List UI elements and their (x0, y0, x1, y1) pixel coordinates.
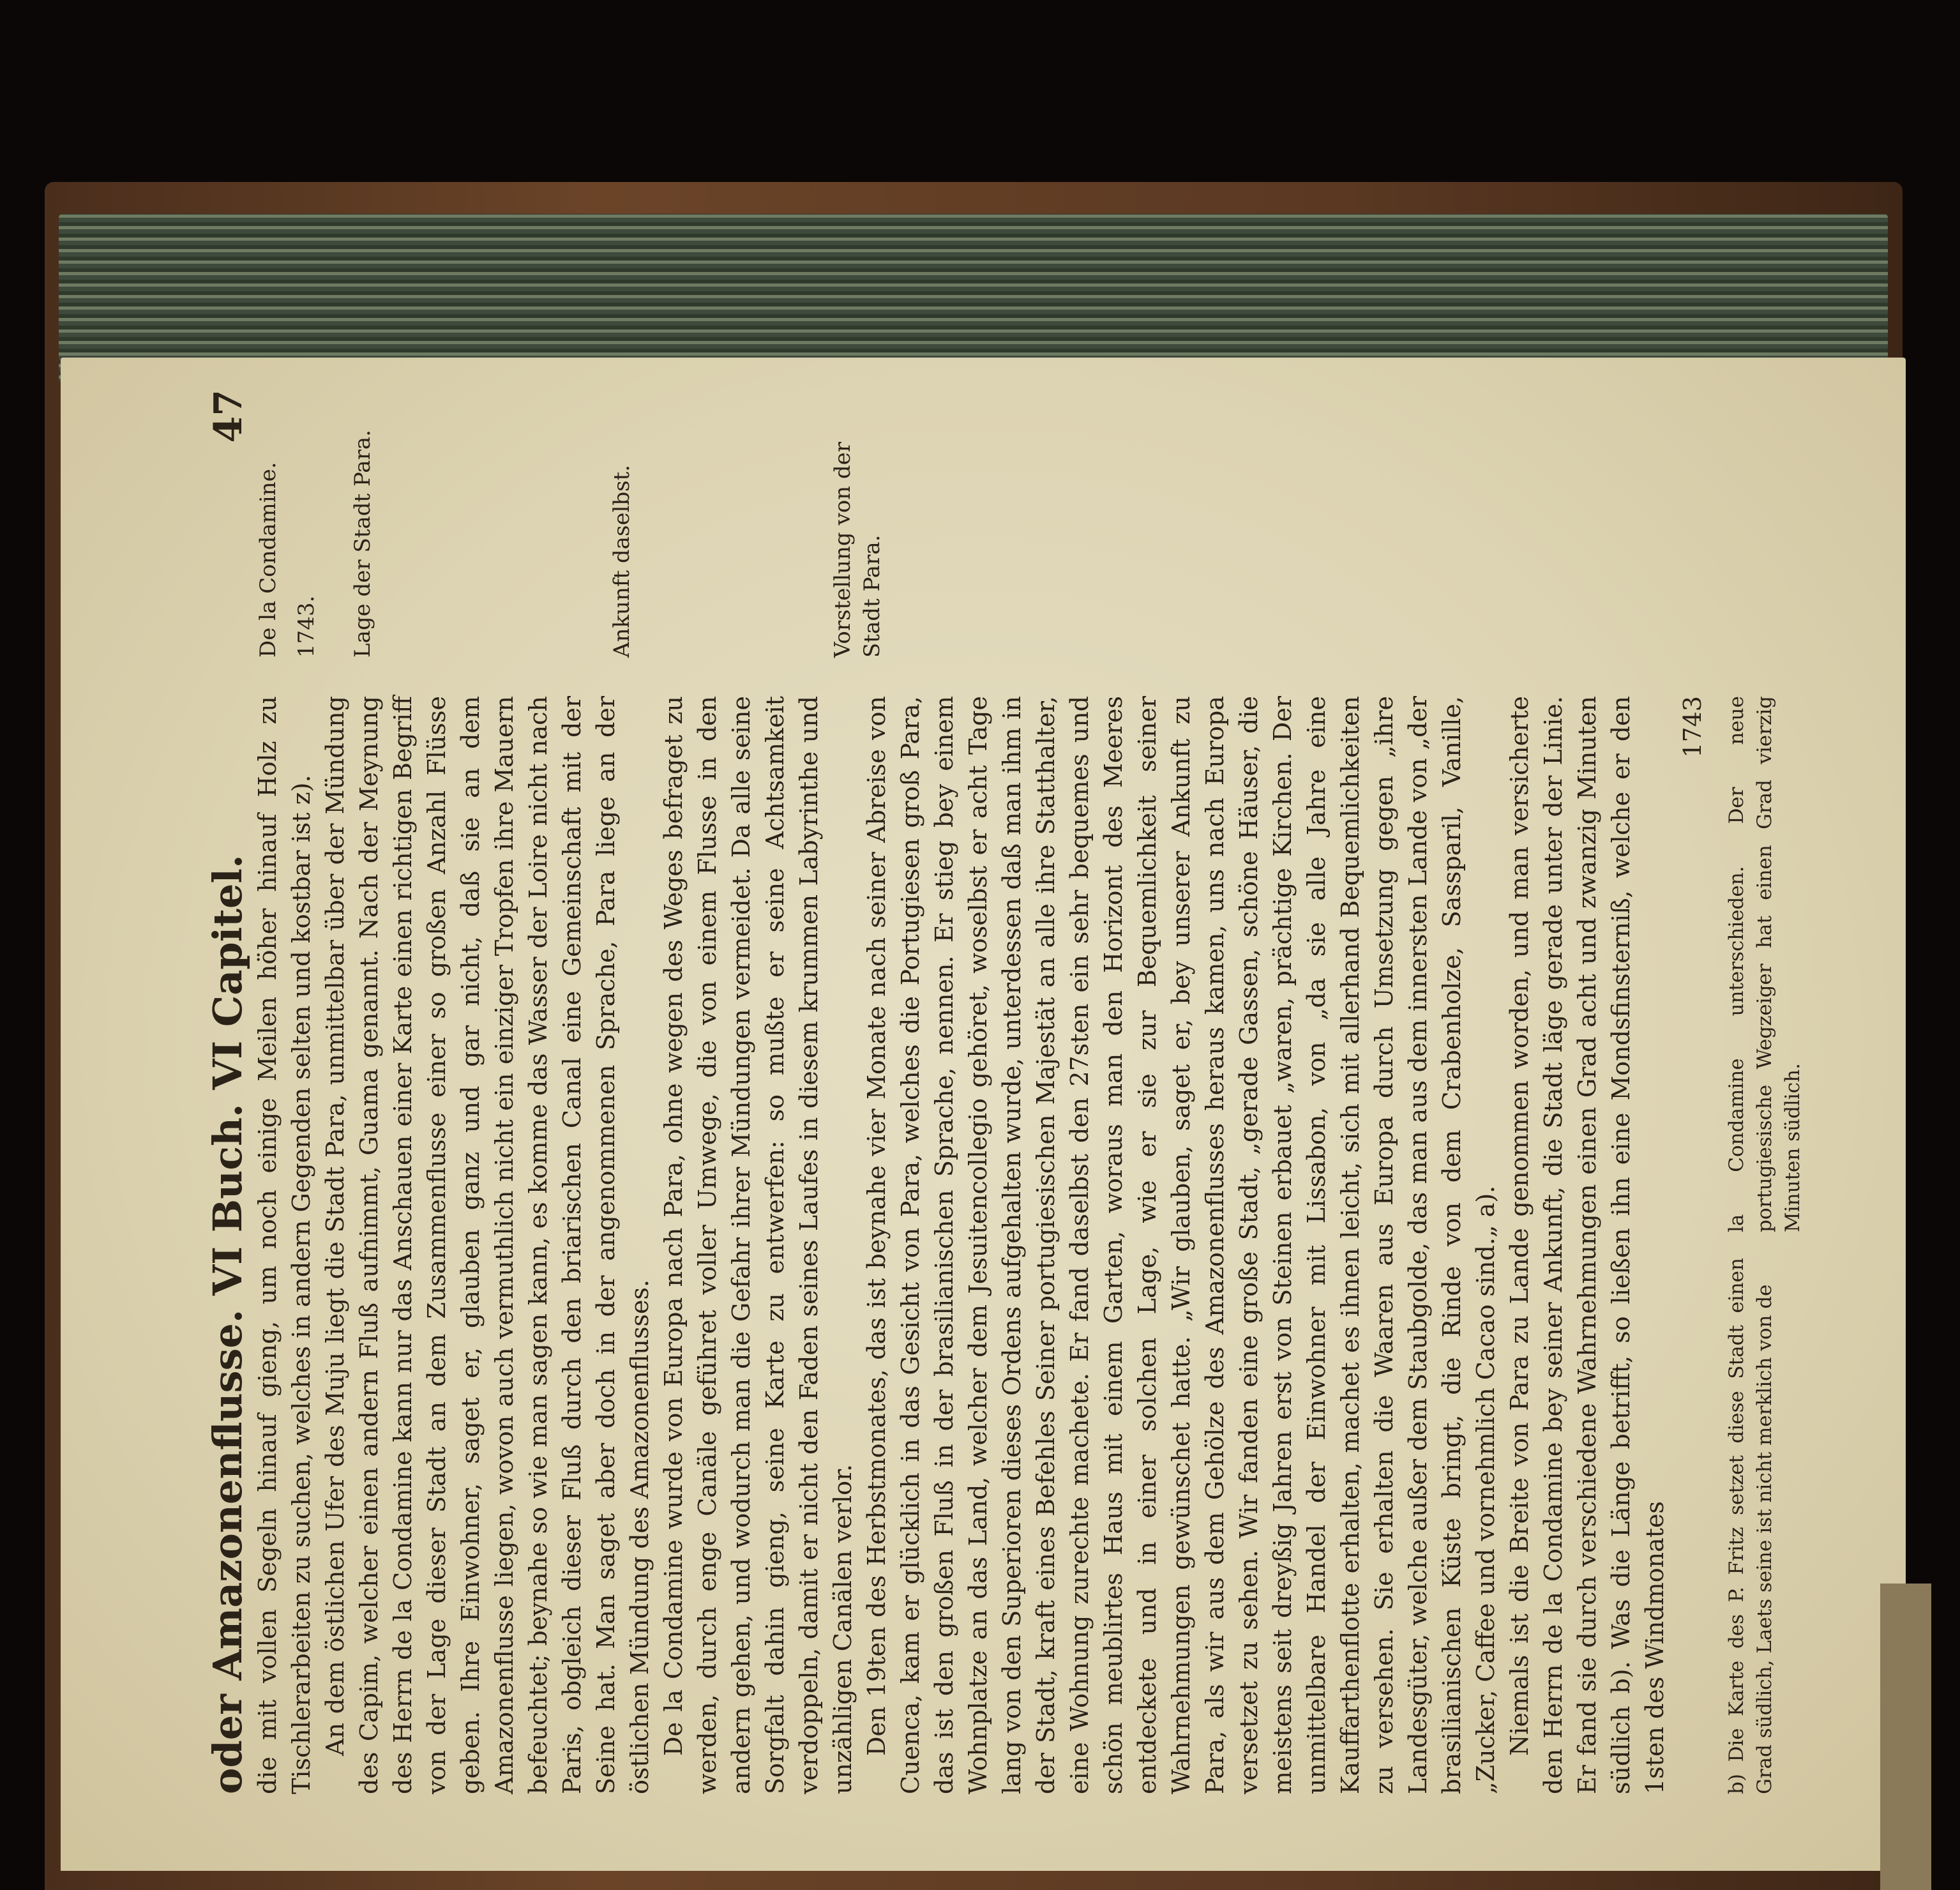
footnote: b) Die Karte des P. Fritz setzet diese Stadt einen Grad südlich, Laets seine ist nicht merklich von de (1725, 1258, 1776, 1794)
margin-note-ankunft: Ankunft daselbst. (609, 464, 635, 658)
running-header (204, 389, 251, 1794)
paragraph: Niemals ist die Breite von Para zu Lande genommen worden, und man versicherte den Herrn de la Condamine bey seiner Ankunft, die Stadt läge gerade unter der Linie. Er fand sie durch verschiedene Wahrnehmungen einen Grad acht und zwanzig Minuten südlich b). Was die Länge betrifft, so ließen ihn eine Mondsfinsterniß, welche er den 1sten des Windmonates (1505, 696, 1669, 1794)
margin-note-author: De la Condamine. (255, 462, 281, 658)
main-column (251, 696, 1807, 1794)
paragraph: Den 19ten des Herbstmonates, das ist beynahe vier Monate nach seiner Abreise von Cuenca, kam er glücklich in das Gesicht von Para, welches die Portugiesen groß Para, das ist den großen Fluß in der brasilianischen Sprache, nennen. Er stieg bey einem Wohnplatze an das Land, welcher dem Jesuitencollegio gehöret, woselbst er acht Tage lang von den Superioren dieses Ordens aufgehalten wurde, unterdessen daß man ihm in der Stadt, kraft eines Befehles Seiner portugiesischen Majestät an alle ihre Statthalter, eine Wohnung zurechte machete. Er fand daselbst den 27sten ein sehr bequemes und schön meublirtes Haus mit einem Garten, woraus man den Horizont des Meeres entdeckete und in einer solchen Lage, wie er sie zur Bequemlichkeit seiner Wahrnehmungen gewünschet hatte. „Wir glauben, saget er, bey unserer Ankunft zu Para, als wir aus dem Gehölze des Amazonenflusses heraus kamen, uns nach Europa versetzet zu sehen. Wir fanden eine große Stadt, „gerade Gassen, schöne Häuser, die meistens seit dreyßig Jahren erst von Steinen erbauet „waren, prächtige Kirchen. Der unmittelbare Handel der Einwohner mit Lissabon, von „da sie alle Jahre eine Kauffarthenflotte erhalten, machet es ihnen leicht, sich mit allerhand Bequemlichkeiten zu versehen. Sie erhalten die Waaren aus Europa durch Umsetzung gegen „ihre Landesgüter, welche außer dem Staubgolde, das man aus dem innersten Lande von „der brasilianischen Küste bringt, die Rinde von dem Crabenholze, Sassparil, Vanille, „Zucker, Caffee und vornehmlich Cacao sind.„ a). (863, 696, 1500, 1794)
paragraph: An dem östlichen Ufer des Muju liegt die Stadt Para, unmittelbar über der Mündung des Capim, welcher einen andern Fluß aufnimmt, Guama genannt. Nach der Meynung des Herrn de la Condamine kann nur das Anschauen einer Karte einen richtigen Begriff von der Lage dieser Stadt an dem Zusammenflusse einer so großen Anzahl Flüsse geben. Ihre Einwohner, saget er, glauben ganz und gar nicht, daß sie an dem Amazonenflusse liegen, wovon auch vermuthlich nicht ein einziger Tropfen ihre Mauern befeuchtet; beynahe so wie man sagen kann, es komme das Wasser der Loire nicht nach Paris, obgleich dieser Fluß durch den briarischen Canal eine Gemeinschaft mit der Seine hat. Man saget aber doch in der angenommenen Sprache, Para liege an der östlichen Mündung des Amazonenflusses. (321, 696, 654, 1794)
running-title: oder Amazonenflusse. VI Buch. VI Capitel. (204, 854, 251, 1794)
page-corner (1880, 1584, 1931, 1890)
catchword: 1743 (1678, 696, 1707, 758)
margin-note-lage: Lage der Stadt Para. (350, 430, 375, 658)
margin-note-vorstellung: Vorstellung von der Stadt Para. (830, 441, 885, 658)
margin-notes (251, 415, 1807, 658)
page-number: 47 (206, 389, 251, 443)
margin-note-year: 1743. (294, 595, 319, 658)
paragraph: die mit vollen Segeln hinauf gieng, um noch einige Meilen höher hinauf Holz zu Tischlerarbeiten zu suchen, welches in andern Gegenden selten und kostbar ist z). (253, 696, 315, 1794)
page-text (204, 389, 1807, 1794)
footnotes (1723, 696, 1807, 1794)
footnote: la Condamine unterschieden. Der neue portugiesische Wegzeiger hat einen Grad vierzig Minuten südlich. (1725, 696, 1804, 1232)
paragraph: De la Condamine wurde von Europa nach Para, ohne wegen des Weges befraget zu werden, durch enge Canäle geführet voller Umwege, die von einem Flusse in den andern gehen, und wodurch man die Gefahr ihrer Mündungen vermeidet. Da alle seine Sorgfalt dahin gieng, seine Karte zu entwerfen: so mußte er seine Achtsamkeit verdoppeln, damit er nicht den Faden seines Laufes in diesem krummen Labyrinthe und unzähligen Canälen verlor. (660, 696, 857, 1794)
